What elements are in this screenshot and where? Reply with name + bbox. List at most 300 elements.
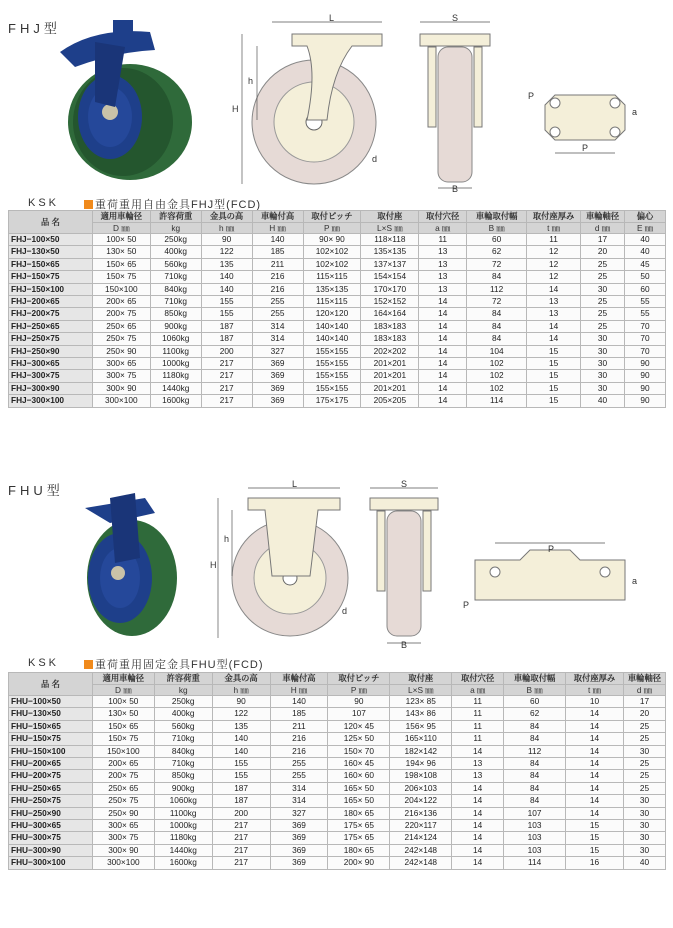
table-cell: 217 xyxy=(201,395,252,407)
table-cell: 314 xyxy=(252,333,303,345)
table-cell: 250kg xyxy=(150,234,201,246)
table-cell: 185 xyxy=(270,708,328,720)
table-cell: 152×152 xyxy=(361,296,419,308)
table-cell: 104 xyxy=(467,345,527,357)
table-cell: 13 xyxy=(527,308,581,320)
table-cell: 14 xyxy=(419,358,467,370)
table-cell: 25 xyxy=(623,733,665,745)
table-row xyxy=(9,844,666,856)
table-cell: 300×100 xyxy=(92,395,150,407)
table-cell: 187 xyxy=(212,782,270,794)
table-cell: 12 xyxy=(527,271,581,283)
table-cell: 14 xyxy=(566,720,624,732)
table-row xyxy=(9,271,666,283)
table-cell: 250× 65 xyxy=(92,782,154,794)
table-cell: 30 xyxy=(623,795,665,807)
table-cell: 1600kg xyxy=(154,857,212,869)
table-cell: 314 xyxy=(270,782,328,794)
fhu-section-title: FHU型 xyxy=(8,483,64,498)
table-cell: 200× 65 xyxy=(92,296,150,308)
fhj-col-header: 取付座 xyxy=(361,211,419,223)
table-cell: 60 xyxy=(504,696,566,708)
table-cell: 1000kg xyxy=(150,358,201,370)
fhu-plate-diagram xyxy=(460,540,660,620)
fhj-table-body xyxy=(9,234,666,408)
table-cell: 11 xyxy=(452,720,504,732)
table-cell: 30 xyxy=(581,345,625,357)
fhu-spec-table xyxy=(8,672,666,870)
fhj-dim-P-vertical: P xyxy=(528,91,535,101)
table-cell: 84 xyxy=(467,320,527,332)
table-cell: 70 xyxy=(625,333,666,345)
table-cell: 206×103 xyxy=(390,782,452,794)
table-cell: 140 xyxy=(212,745,270,757)
table-cell: 155 xyxy=(212,770,270,782)
table-cell: 194× 96 xyxy=(390,758,452,770)
fhu-col-header: 車輪軸径 xyxy=(623,673,665,685)
table-cell: 135 xyxy=(201,258,252,270)
table-cell: 84 xyxy=(467,271,527,283)
table-cell: 140×140 xyxy=(303,333,361,345)
fhu-unit: h ㎜ xyxy=(212,684,270,696)
table-cell: 200 xyxy=(201,345,252,357)
table-cell: 143× 86 xyxy=(390,708,452,720)
product-name-cell: FHJ−200×65 xyxy=(9,296,93,308)
table-cell: 72 xyxy=(467,296,527,308)
table-cell: 14 xyxy=(419,382,467,394)
table-cell: 15 xyxy=(527,358,581,370)
table-cell: 14 xyxy=(527,320,581,332)
table-cell: 14 xyxy=(566,770,624,782)
table-cell: 250kg xyxy=(154,696,212,708)
table-cell: 400kg xyxy=(150,246,201,258)
fhu-front-view-diagram xyxy=(365,478,445,648)
fhu-col-header: 適用車輪径 xyxy=(92,673,154,685)
table-cell: 217 xyxy=(201,382,252,394)
table-cell: 14 xyxy=(566,733,624,745)
table-cell: 15 xyxy=(527,395,581,407)
product-name-cell: FHU−200×65 xyxy=(9,758,93,770)
table-cell: 200× 75 xyxy=(92,770,154,782)
table-cell: 187 xyxy=(201,320,252,332)
fhu-dim-d: d xyxy=(342,606,348,616)
table-cell: 710kg xyxy=(150,271,201,283)
table-cell: 14 xyxy=(566,758,624,770)
table-cell: 150×100 xyxy=(92,745,154,757)
table-cell: 12 xyxy=(527,246,581,258)
table-cell: 14 xyxy=(452,857,504,869)
fhu-col-header: 車輪取付幅 xyxy=(504,673,566,685)
table-cell: 30 xyxy=(581,358,625,370)
table-cell: 13 xyxy=(419,283,467,295)
table-cell: 103 xyxy=(504,832,566,844)
fhu-col-header: 車輪付高 xyxy=(270,673,328,685)
table-cell: 160× 60 xyxy=(328,770,390,782)
table-cell: 150× 65 xyxy=(92,258,150,270)
table-row xyxy=(9,246,666,258)
table-cell: 15 xyxy=(527,345,581,357)
table-cell: 180× 65 xyxy=(328,844,390,856)
fhj-accent-mark xyxy=(84,200,93,209)
table-cell: 14 xyxy=(566,782,624,794)
table-cell: 115×115 xyxy=(303,271,361,283)
table-cell: 122 xyxy=(212,708,270,720)
table-cell: 50 xyxy=(625,271,666,283)
table-cell: 217 xyxy=(212,820,270,832)
fhu-caster-photo xyxy=(70,478,180,643)
table-cell: 250× 90 xyxy=(92,345,150,357)
fhu-dim-a: a xyxy=(632,576,638,586)
table-cell: 120×120 xyxy=(303,308,361,320)
table-cell: 14 xyxy=(419,308,467,320)
table-cell: 135×135 xyxy=(361,246,419,258)
fhu-col-header: 品 名 xyxy=(9,673,93,696)
table-cell: 369 xyxy=(270,844,328,856)
table-cell: 314 xyxy=(252,320,303,332)
table-cell: 103 xyxy=(504,820,566,832)
table-cell: 840kg xyxy=(154,745,212,757)
table-cell: 369 xyxy=(270,820,328,832)
table-cell: 130× 50 xyxy=(92,708,154,720)
table-cell: 150×100 xyxy=(92,283,150,295)
table-cell: 216 xyxy=(270,733,328,745)
table-cell: 30 xyxy=(581,370,625,382)
table-cell: 14 xyxy=(419,370,467,382)
product-name-cell: FHU−150×100 xyxy=(9,745,93,757)
fhu-col-header: 金具の高 xyxy=(212,673,270,685)
fhu-dim-P: P xyxy=(548,544,555,554)
product-name-cell: FHJ−300×100 xyxy=(9,395,93,407)
table-cell: 15 xyxy=(527,370,581,382)
table-cell: 15 xyxy=(566,844,624,856)
fhu-unit: kg xyxy=(154,684,212,696)
table-cell: 216×136 xyxy=(390,807,452,819)
fhj-unit: H ㎜ xyxy=(252,222,303,234)
table-cell: 102×102 xyxy=(303,246,361,258)
table-cell: 217 xyxy=(201,370,252,382)
fhu-dim-S: S xyxy=(401,479,408,489)
fhj-front-view-diagram xyxy=(410,12,505,192)
table-cell: 255 xyxy=(270,758,328,770)
table-cell: 1440kg xyxy=(150,382,201,394)
table-cell: 155 xyxy=(212,758,270,770)
table-cell: 369 xyxy=(252,395,303,407)
table-cell: 369 xyxy=(252,370,303,382)
table-cell: 114 xyxy=(467,395,527,407)
table-cell: 14 xyxy=(527,333,581,345)
table-cell: 14 xyxy=(566,745,624,757)
table-cell: 183×183 xyxy=(361,320,419,332)
fhu-unit: t ㎜ xyxy=(566,684,624,696)
table-cell: 200 xyxy=(212,807,270,819)
fhu-header-row xyxy=(9,673,666,685)
product-name-cell: FHJ−150×75 xyxy=(9,271,93,283)
table-cell: 55 xyxy=(625,308,666,320)
table-cell: 1000kg xyxy=(154,820,212,832)
table-cell: 15 xyxy=(566,832,624,844)
table-cell: 165× 50 xyxy=(328,782,390,794)
table-cell: 70 xyxy=(625,345,666,357)
table-cell: 300×100 xyxy=(92,857,154,869)
fhj-caster-photo xyxy=(55,12,200,182)
table-cell: 102 xyxy=(467,358,527,370)
table-cell: 90 xyxy=(212,696,270,708)
table-cell: 25 xyxy=(581,258,625,270)
fhj-col-header: 取付ピッチ xyxy=(303,211,361,223)
table-cell: 107 xyxy=(504,807,566,819)
table-cell: 15 xyxy=(566,820,624,832)
fhj-dim-H: H xyxy=(232,104,239,114)
table-cell: 55 xyxy=(625,296,666,308)
table-cell: 14 xyxy=(419,345,467,357)
table-cell: 710kg xyxy=(154,758,212,770)
fhu-dim-h: h xyxy=(224,534,230,544)
table-cell: 204×122 xyxy=(390,795,452,807)
table-cell: 154×154 xyxy=(361,271,419,283)
table-cell: 10 xyxy=(566,696,624,708)
table-cell: 130× 50 xyxy=(92,246,150,258)
table-cell: 13 xyxy=(419,246,467,258)
table-cell: 72 xyxy=(467,258,527,270)
table-cell: 135 xyxy=(212,720,270,732)
table-row xyxy=(9,320,666,332)
table-cell: 60 xyxy=(625,283,666,295)
fhj-col-header: 取付座厚み xyxy=(527,211,581,223)
table-cell: 900kg xyxy=(154,782,212,794)
table-cell: 14 xyxy=(566,708,624,720)
table-cell: 11 xyxy=(452,696,504,708)
table-cell: 140 xyxy=(212,733,270,745)
table-cell: 14 xyxy=(566,795,624,807)
table-cell: 300× 75 xyxy=(92,832,154,844)
table-cell: 211 xyxy=(252,258,303,270)
table-cell: 140 xyxy=(201,271,252,283)
fhj-dim-S: S xyxy=(452,13,459,23)
fhj-unit: B ㎜ xyxy=(467,222,527,234)
table-cell: 150× 70 xyxy=(328,745,390,757)
table-cell: 175× 65 xyxy=(328,832,390,844)
product-name-cell: FHJ−250×65 xyxy=(9,320,93,332)
table-cell: 30 xyxy=(623,832,665,844)
table-cell: 25 xyxy=(623,770,665,782)
table-cell: 1180kg xyxy=(150,370,201,382)
table-cell: 1100kg xyxy=(150,345,201,357)
fhj-unit: kg xyxy=(150,222,201,234)
fhj-dim-a: a xyxy=(632,107,638,117)
table-cell: 840kg xyxy=(150,283,201,295)
table-cell: 850kg xyxy=(154,770,212,782)
table-row xyxy=(9,308,666,320)
product-name-cell: FHU−250×75 xyxy=(9,795,93,807)
table-cell: 217 xyxy=(212,857,270,869)
fhu-col-header: 許容荷重 xyxy=(154,673,212,685)
table-cell: 150× 65 xyxy=(92,720,154,732)
table-cell: 112 xyxy=(467,283,527,295)
fhu-unit: D ㎜ xyxy=(92,684,154,696)
product-name-cell: FHU−300×100 xyxy=(9,857,93,869)
product-name-cell: FHU−200×75 xyxy=(9,770,93,782)
table-cell: 11 xyxy=(419,234,467,246)
table-cell: 90 xyxy=(328,696,390,708)
table-cell: 217 xyxy=(212,844,270,856)
table-row xyxy=(9,283,666,295)
table-cell: 200× 75 xyxy=(92,308,150,320)
table-cell: 135×135 xyxy=(303,283,361,295)
table-cell: 1440kg xyxy=(154,844,212,856)
fhj-col-header: 取付穴径 xyxy=(419,211,467,223)
fhu-unit: a ㎜ xyxy=(452,684,504,696)
table-cell: 40 xyxy=(623,857,665,869)
table-cell: 62 xyxy=(504,708,566,720)
fhu-dim-H: H xyxy=(210,560,217,570)
table-cell: 14 xyxy=(452,807,504,819)
table-row xyxy=(9,345,666,357)
table-cell: 175× 65 xyxy=(328,820,390,832)
product-name-cell: FHJ−250×75 xyxy=(9,333,93,345)
table-cell: 14 xyxy=(452,782,504,794)
fhu-unit: L×S ㎜ xyxy=(390,684,452,696)
table-cell: 182×142 xyxy=(390,745,452,757)
fhj-col-header: 金具の高 xyxy=(201,211,252,223)
table-cell: 560kg xyxy=(150,258,201,270)
product-name-cell: FHU−130×50 xyxy=(9,708,93,720)
fhj-unit: D ㎜ xyxy=(92,222,150,234)
table-cell: 90× 90 xyxy=(303,234,361,246)
table-cell: 160× 45 xyxy=(328,758,390,770)
table-cell: 183×183 xyxy=(361,333,419,345)
fhj-header-row xyxy=(9,211,666,223)
table-cell: 140 xyxy=(201,283,252,295)
table-cell: 560kg xyxy=(154,720,212,732)
table-cell: 120× 45 xyxy=(328,720,390,732)
table-cell: 255 xyxy=(252,296,303,308)
table-cell: 17 xyxy=(623,696,665,708)
fhj-spec-table xyxy=(8,210,666,408)
table-cell: 201×201 xyxy=(361,382,419,394)
table-cell: 164×164 xyxy=(361,308,419,320)
table-cell: 1180kg xyxy=(154,832,212,844)
fhj-unit: t ㎜ xyxy=(527,222,581,234)
table-cell: 84 xyxy=(467,333,527,345)
table-cell: 14 xyxy=(419,320,467,332)
table-cell: 84 xyxy=(504,782,566,794)
fhj-dim-B: B xyxy=(452,184,459,192)
table-cell: 250× 65 xyxy=(92,320,150,332)
table-cell: 200× 65 xyxy=(92,758,154,770)
table-cell: 11 xyxy=(527,234,581,246)
table-cell: 369 xyxy=(270,857,328,869)
table-cell: 118×118 xyxy=(361,234,419,246)
table-cell: 216 xyxy=(270,745,328,757)
table-cell: 250× 75 xyxy=(92,795,154,807)
table-cell: 30 xyxy=(623,807,665,819)
table-cell: 137×137 xyxy=(361,258,419,270)
table-cell: 84 xyxy=(504,770,566,782)
fhj-side-view-diagram xyxy=(232,12,397,192)
fhu-col-header: 取付座厚み xyxy=(566,673,624,685)
table-cell: 200× 90 xyxy=(328,857,390,869)
table-cell: 850kg xyxy=(150,308,201,320)
table-cell: 14 xyxy=(566,807,624,819)
table-cell: 30 xyxy=(581,382,625,394)
table-cell: 155×155 xyxy=(303,345,361,357)
fhu-col-header: 取付穴径 xyxy=(452,673,504,685)
table-cell: 140 xyxy=(252,234,303,246)
table-cell: 25 xyxy=(623,720,665,732)
table-cell: 187 xyxy=(212,795,270,807)
table-row xyxy=(9,234,666,246)
table-row xyxy=(9,708,666,720)
product-name-cell: FHU−250×90 xyxy=(9,807,93,819)
fhu-unit: B ㎜ xyxy=(504,684,566,696)
fhj-col-header: 車輪付高 xyxy=(252,211,303,223)
table-cell: 25 xyxy=(581,296,625,308)
table-cell: 122 xyxy=(201,246,252,258)
product-name-cell: FHU−150×65 xyxy=(9,720,93,732)
fhj-subtitle: 重荷重用自由金具FHJ型(FCD) xyxy=(84,196,261,212)
table-cell: 11 xyxy=(452,733,504,745)
fhj-dim-h: h xyxy=(248,76,254,86)
table-cell: 300× 75 xyxy=(92,370,150,382)
fhj-col-header: 適用車輪径 xyxy=(92,211,150,223)
table-cell: 90 xyxy=(201,234,252,246)
table-cell: 14 xyxy=(452,844,504,856)
fhj-col-header: 車輪取付幅 xyxy=(467,211,527,223)
table-cell: 30 xyxy=(623,844,665,856)
table-cell: 102 xyxy=(467,370,527,382)
product-name-cell: FHU−300×75 xyxy=(9,832,93,844)
table-cell: 84 xyxy=(504,758,566,770)
table-cell: 107 xyxy=(328,708,390,720)
table-cell: 13 xyxy=(419,258,467,270)
table-cell: 14 xyxy=(452,795,504,807)
product-name-cell: FHU−300×90 xyxy=(9,844,93,856)
table-cell: 165× 50 xyxy=(328,795,390,807)
table-cell: 255 xyxy=(270,770,328,782)
table-cell: 214×124 xyxy=(390,832,452,844)
table-cell: 1060kg xyxy=(154,795,212,807)
table-cell: 100× 50 xyxy=(92,234,150,246)
product-name-cell: FHJ−300×90 xyxy=(9,382,93,394)
table-row xyxy=(9,733,666,745)
fhu-dim-L: L xyxy=(292,479,298,489)
table-cell: 198×108 xyxy=(390,770,452,782)
table-cell: 123× 85 xyxy=(390,696,452,708)
fhj-col-header: 偏心 xyxy=(625,211,666,223)
table-cell: 90 xyxy=(625,370,666,382)
product-name-cell: FHU−100×50 xyxy=(9,696,93,708)
table-cell: 155 xyxy=(201,308,252,320)
fhj-section-title: FHJ型 xyxy=(8,21,61,36)
fhj-col-header: 品 名 xyxy=(9,211,93,234)
table-cell: 369 xyxy=(252,358,303,370)
table-row xyxy=(9,720,666,732)
table-cell: 14 xyxy=(452,832,504,844)
fhu-side-view-diagram xyxy=(210,478,360,648)
table-cell: 1600kg xyxy=(150,395,201,407)
table-cell: 300× 65 xyxy=(92,358,150,370)
table-cell: 185 xyxy=(252,246,303,258)
table-cell: 201×201 xyxy=(361,358,419,370)
table-cell: 369 xyxy=(252,382,303,394)
fhu-col-header: 取付座 xyxy=(390,673,452,685)
table-cell: 30 xyxy=(581,283,625,295)
table-cell: 156× 95 xyxy=(390,720,452,732)
table-cell: 155×155 xyxy=(303,382,361,394)
table-cell: 90 xyxy=(625,358,666,370)
table-row xyxy=(9,296,666,308)
product-name-cell: FHU−250×65 xyxy=(9,782,93,794)
